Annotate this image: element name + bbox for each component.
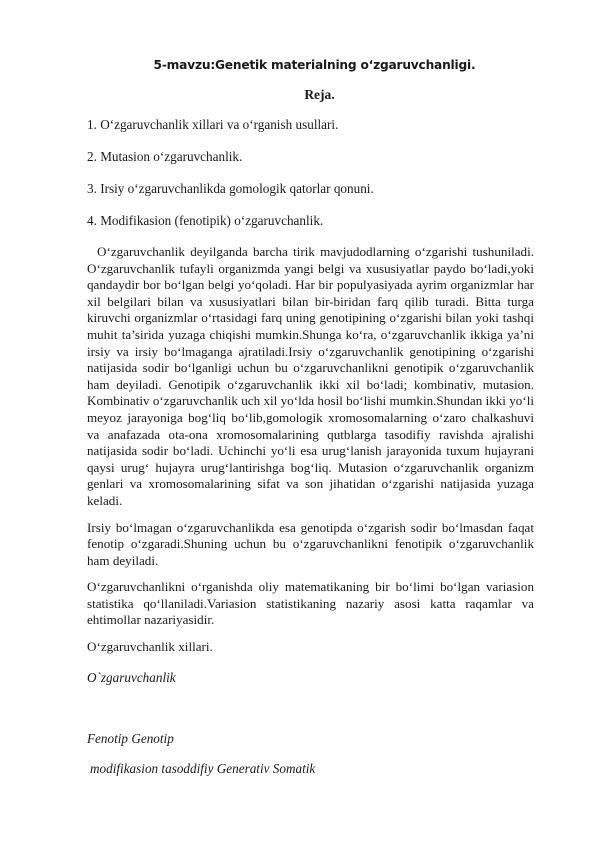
document-body: [87, 244, 534, 656]
plan-item: 2. Mutasion o‘zgaruvchanlik.: [87, 149, 243, 164]
section-heading: O‘zgaruvchanlik xillari.: [87, 639, 213, 655]
plan-heading: Reja.: [304, 87, 335, 102]
plan-list: [87, 116, 534, 229]
document-title: 5-mavzu:Genetik materialning o‘zgaruvchanligi.: [153, 58, 476, 72]
diagram-root-label: O`zgaruvchanlik: [87, 669, 176, 685]
body-paragraph: O‘zgaruvchanlik deyilganda barcha tirik mavjudodlarning o‘zgarishi tushuniladi. O‘zgaruvchanlik tufayli organizmda yangi belgi va xususiyatlar paydo bo‘ladi,yoki qandaydir bor bo‘lgan belgi yo‘qoladi. Har bir populyasiyada ayrim organizmlar har xil belgilari bilan va xususiyatlari bilan bir-biridan farq qilib turadi. Bitta turga kiruvchi organizmlar o‘rtasidagi farq uning genotipining o‘zgarishi bilan yoki tashqi muhit ta’sirida yuzaga chiqishi mumkin.Shunga ko‘ra, o‘zgaruvchanlik ikkiga ya’ni irsiy va irsiy bo‘lmaganga ajratiladi.Irsiy o‘zgaruvchanlik genotipining o‘zgarishi natijasida sodir bo‘lganligi uchun bu o‘zgaruvchanlikni genotipik o‘zgaruvchanlik ham deyiladi. Genotipik o‘zgaruvchanlik ikki xil bo‘ladi; kombinativ, mutasion. Kombinativ o‘zgaruvchanlik uch xil yo‘lda hosil bo‘lishi mumkin.Shundan ikki yo‘li meyoz jarayoniga bog‘liq bo‘lib,gomologik xromosomalarning o‘zaro chalkashuvi va anafazada ota-ona xromosomalarining qutblarga tasodifiy ravishda ajralishi natijasida sodir bo‘ladi. Uchinchi yo‘li esa urug‘lanish jarayonida tuxum hujayrani qaysi urug‘ hujayra urug‘lantirishga bog‘liq. Mutasion o‘zgaruvchanlik organizm genlari va xromosomalarining sifat va son jihatidan o‘zgarishi natijasida yuzaga keladi.: [87, 244, 534, 508]
plan-item: 4. Modifikasion (fenotipik) o‘zgaruvchanlik.: [87, 213, 324, 228]
diagram-level-1: Fenotip Genotip: [87, 730, 174, 746]
plan-item: 1. O‘zgaruvchanlik xillari va o‘rganish usullari.: [87, 117, 339, 132]
plan-item: 3. Irsiy o‘zgaruvchanlikda gomologik qatorlar qonuni.: [87, 181, 374, 196]
diagram-level-2: modifikasion tasoddifiy Generativ Somatik: [90, 760, 316, 776]
body-paragraph: O‘zgaruvchanlikni o‘rganishda oliy matematikaning bir bo‘limi bo‘lgan variasion statistika qo‘llaniladi.Variasion statistikaning nazariy asosi katta raqamlar va ehtimollar nazariyasidir.: [87, 579, 534, 628]
body-paragraph: Irsiy bo‘lmagan o‘zgaruvchanlikda esa genotipda o‘zgarish sodir bo‘lmasdan faqat fenotip o‘zgaradi.Shuning uchun bu o‘zgaruvchanlikni fenotipik o‘zgaruvchanlik ham deyiladi.: [87, 519, 534, 568]
